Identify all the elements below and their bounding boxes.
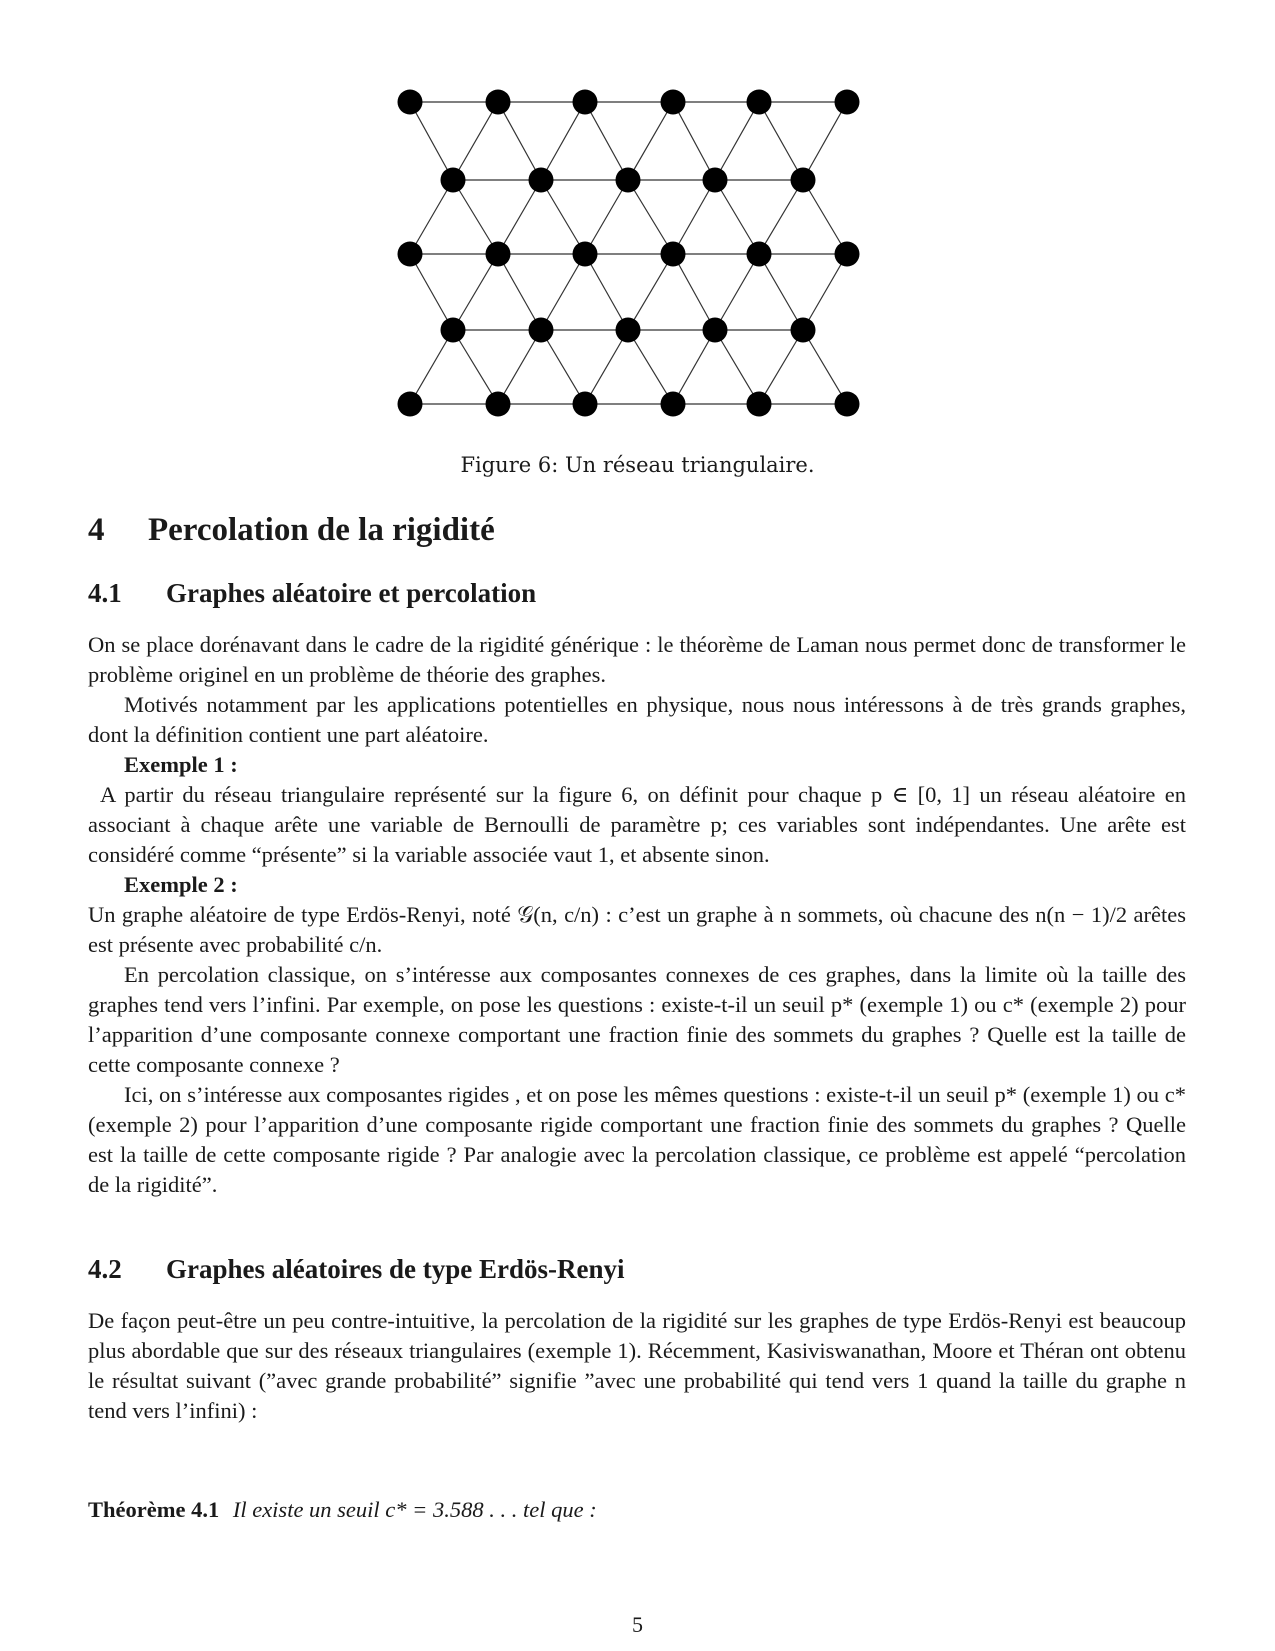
- lattice-edge: [410, 180, 453, 254]
- subsection-number: 4.1: [88, 578, 122, 608]
- paragraph-2: Motivés notamment par les applications potentielles en physique, nous nous intéressons à de très grands graphes, dont la définition contient une part aléatoire.: [88, 692, 1186, 747]
- lattice-node: [791, 168, 816, 193]
- lattice-node: [661, 90, 686, 115]
- lattice-edge: [498, 254, 541, 330]
- lattice-node: [661, 392, 686, 417]
- subsection-heading-4-2: [88, 1254, 624, 1285]
- lattice-node: [616, 318, 641, 343]
- lattice-node: [486, 392, 511, 417]
- lattice-node: [835, 392, 860, 417]
- subsection-title: Graphes aléatoire et percolation: [166, 578, 537, 608]
- lattice-node: [703, 168, 728, 193]
- example-1-label: Exemple 1 :: [124, 752, 238, 777]
- lattice-edge: [585, 102, 628, 180]
- lattice-node: [398, 242, 423, 267]
- body-text-4-1: [88, 630, 1186, 1200]
- lattice-edge: [759, 254, 803, 330]
- lattice-edge: [541, 330, 585, 404]
- lattice-edge: [410, 102, 453, 180]
- lattice-edge: [410, 254, 453, 330]
- lattice-edge: [453, 254, 498, 330]
- lattice-edge: [715, 180, 759, 254]
- lattice-svg: [0, 0, 1275, 430]
- lattice-node: [703, 318, 728, 343]
- lattice-edge: [628, 330, 673, 404]
- lattice-node: [441, 318, 466, 343]
- lattice-node: [573, 90, 598, 115]
- example-2-label: Exemple 2 :: [124, 872, 238, 897]
- theorem-label: Théorème 4.1: [88, 1497, 220, 1522]
- figure-caption: Figure 6: Un réseau triangulaire.: [460, 453, 815, 477]
- lattice-edge: [453, 180, 498, 254]
- lattice-edge: [759, 180, 803, 254]
- paragraph-1: On se place dorénavant dans le cadre de la rigidité générique : le théorème de Laman nous permet donc de transformer le problème originel en un problème de théorie des graphes.: [88, 632, 1186, 687]
- lattice-node: [398, 392, 423, 417]
- lattice-edge: [715, 254, 759, 330]
- lattice-edge: [498, 102, 541, 180]
- lattice-node: [529, 318, 554, 343]
- triangular-lattice-figure: [0, 0, 1275, 430]
- section-number: 4: [88, 512, 105, 548]
- lattice-node: [747, 90, 772, 115]
- lattice-node: [616, 168, 641, 193]
- lattice-node: [791, 318, 816, 343]
- lattice-edge: [803, 180, 847, 254]
- lattice-node: [747, 392, 772, 417]
- lattice-edge: [803, 330, 847, 404]
- paragraph-4: Ici, on s’intéresse aux composantes rigides , et on pose les mêmes questions : existe-t-il un seuil p* (exemple 1) ou c* (exemple 2) pour l’apparition d’une composante rigide comportant une fraction finie des sommets du graphes ? Quelle est la taille de cette composante rigide ? Par analogie avec la percolation classique, ce problème est appelé “percolation de la rigidité”.: [88, 1082, 1186, 1197]
- lattice-edge: [585, 180, 628, 254]
- lattice-node: [835, 90, 860, 115]
- lattice-node: [398, 90, 423, 115]
- lattice-edge: [541, 102, 585, 180]
- subsection-number: 4.2: [88, 1254, 122, 1284]
- lattice-edge: [759, 330, 803, 404]
- lattice-edge: [759, 102, 803, 180]
- lattice-edge: [453, 102, 498, 180]
- lattice-edge: [715, 102, 759, 180]
- example-2-text: Un graphe aléatoire de type Erdös-Renyi, noté 𝒢(n, c/n) : c’est un graphe à n sommets, où chacune des n(n − 1)/2 arêtes est présente avec probabilité c/n.: [88, 902, 1186, 957]
- lattice-edge: [673, 180, 715, 254]
- paragraph-3: En percolation classique, on s’intéresse aux composantes connexes de ces graphes, dans la limite où la taille des graphes tend vers l’infini. Par exemple, on pose les questions : existe-t-il un seuil p* (exemple 1) ou c* (exemple 2) pour l’apparition d’une composante connexe comportant une fraction finie des sommets du graphes ? Quelle est la taille de cette composante connexe ?: [88, 962, 1186, 1077]
- section-title: Percolation de la rigidité: [148, 512, 495, 548]
- theorem-4-1: [88, 1497, 597, 1523]
- lattice-node: [441, 168, 466, 193]
- paragraph-5: De façon peut-être un peu contre-intuitive, la percolation de la rigidité sur les graphes de type Erdös-Renyi est beaucoup plus abordable que sur des réseaux triangulaires (exemple 1). Récemment, Kasiviswanathan, Moore et Théran ont obtenu le résultat suivant (”avec grande probabilité” signifie ”avec une probabilité qui tend vers 1 quand la taille du graphe n tend vers l’infini) :: [88, 1308, 1186, 1423]
- lattice-edge: [498, 180, 541, 254]
- lattice-edge: [803, 254, 847, 330]
- subsection-heading-4-1: [88, 578, 536, 609]
- theorem-text: Il existe un seuil c* = 3.588 . . . tel que :: [232, 1497, 597, 1522]
- lattice-node: [486, 90, 511, 115]
- page-number: 5: [632, 1612, 643, 1637]
- lattice-edge: [410, 330, 453, 404]
- lattice-edge: [628, 180, 673, 254]
- lattice-edge: [453, 330, 498, 404]
- lattice-node: [529, 168, 554, 193]
- lattice-edge: [673, 102, 715, 180]
- lattice-edge: [585, 330, 628, 404]
- lattice-node: [573, 392, 598, 417]
- example-1-text: A partir du réseau triangulaire représenté sur la figure 6, on définit pour chaque p ∈ [0, 1] un réseau aléatoire en associant à chaque arête une variable de Bernoulli de paramètre p; ces variables sont indépendantes. Une arête est considéré comme “présente” si la variable associée vaut 1, et absente sinon.: [88, 782, 1186, 867]
- lattice-edge: [541, 254, 585, 330]
- lattice-node: [747, 242, 772, 267]
- lattice-node: [486, 242, 511, 267]
- lattice-node: [661, 242, 686, 267]
- lattice-edge: [628, 254, 673, 330]
- lattice-node: [835, 242, 860, 267]
- body-text-4-2: [88, 1306, 1186, 1426]
- lattice-edge: [585, 254, 628, 330]
- lattice-edge: [673, 330, 715, 404]
- lattice-edge: [498, 330, 541, 404]
- section-heading: [88, 512, 495, 549]
- lattice-edge: [628, 102, 673, 180]
- subsection-title: Graphes aléatoires de type Erdös-Renyi: [166, 1254, 625, 1284]
- lattice-node: [573, 242, 598, 267]
- lattice-edge: [715, 330, 759, 404]
- lattice-edge: [673, 254, 715, 330]
- lattice-edge: [541, 180, 585, 254]
- lattice-edge: [803, 102, 847, 180]
